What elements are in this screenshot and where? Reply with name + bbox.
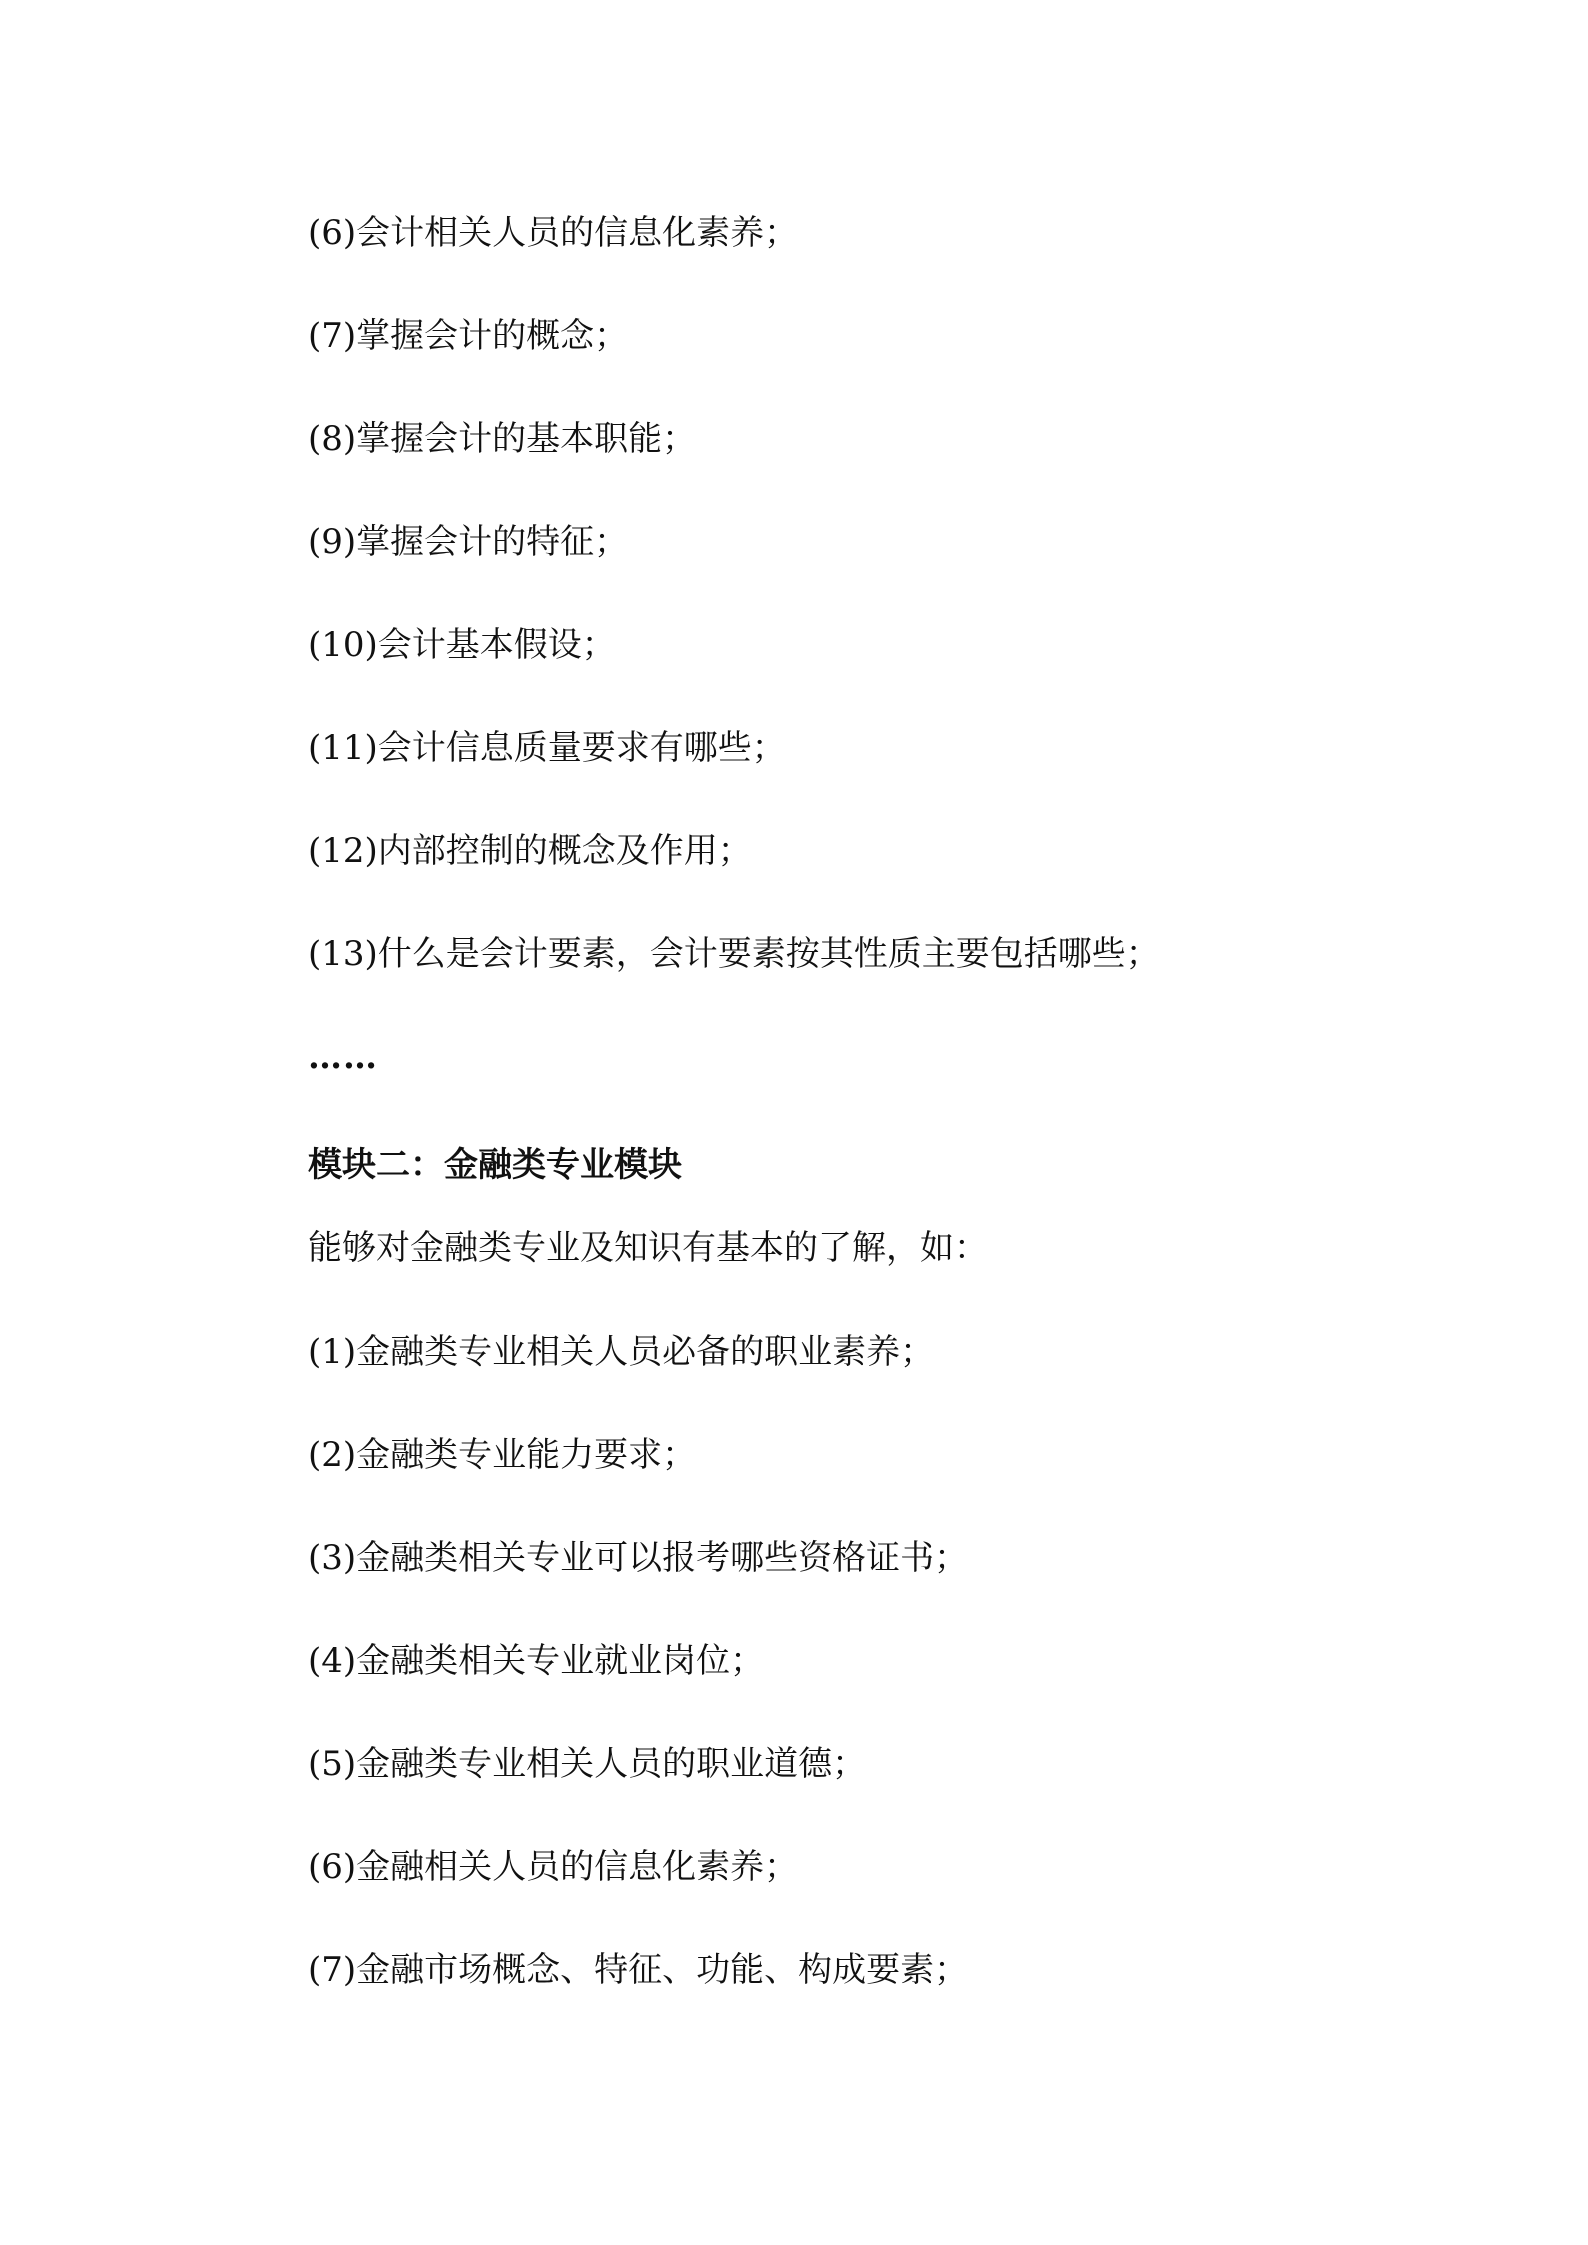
list-item: (8)掌握会计的基本职能； [308, 419, 697, 459]
list-item: (6)会计相关人员的信息化素养； [308, 213, 799, 253]
list-item: (3)金融类相关专业可以报考哪些资格证书； [308, 1538, 969, 1578]
list-item: (5)金融类专业相关人员的职业道德； [308, 1744, 867, 1784]
list-item: (6)金融相关人员的信息化素养； [308, 1847, 799, 1887]
list-item: (7)金融市场概念、特征、功能、构成要素； [308, 1950, 969, 1990]
list-item: (11)会计信息质量要求有哪些； [308, 728, 786, 768]
list-item: (13)什么是会计要素，会计要素按其性质主要包括哪些； [308, 934, 1160, 974]
list-item: (2)金融类专业能力要求； [308, 1435, 697, 1475]
list-item: (10)会计基本假设； [308, 625, 616, 665]
module-heading: 模块二：金融类专业模块 [308, 1145, 682, 1185]
list-item: (7)掌握会计的概念； [308, 316, 629, 356]
module-intro: 能够对金融类专业及知识有基本的了解，如： [308, 1228, 988, 1268]
ellipsis: …… [308, 1037, 378, 1077]
list-item: (12)内部控制的概念及作用； [308, 831, 752, 871]
list-item: (4)金融类相关专业就业岗位； [308, 1641, 765, 1681]
list-item: (1)金融类专业相关人员必备的职业素养； [308, 1332, 935, 1372]
list-item: (9)掌握会计的特征； [308, 522, 629, 562]
